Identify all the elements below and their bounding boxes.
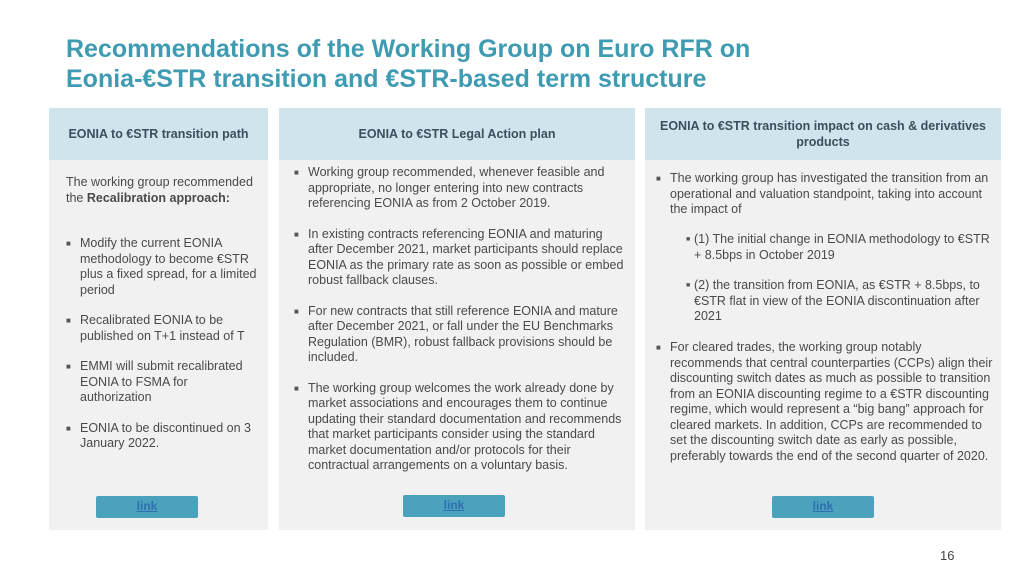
bullet-text: For cleared trades, the working group notably recommends that central counterparties (CCPs) align their discounting switch dates as much as possible to transition from an EONIA discounting regime to a €STR discounting regime, which would represent a “big bang” approach for cleared markets. In addition, CCPs are recommended to set the discounting switch date as early as possible, preferably towards the end of the second quarter of 2020. bbox=[670, 340, 993, 463]
bullet-text: Recalibrated EONIA to be published on T+1 instead of T bbox=[80, 313, 245, 343]
sub-bullet-text: (1) The initial change in EONIA methodology to €STR + 8.5bps in October 2019 bbox=[694, 232, 990, 262]
bullet-text: In existing contracts referencing EONIA and maturing after December 2021, market participants should replace EONIA as the primary rate as soon as possible or embed robust fallback clauses. bbox=[308, 226, 624, 287]
list-item bbox=[656, 340, 994, 464]
bullet-icon: ■ bbox=[294, 168, 299, 177]
bullet-icon: ■ bbox=[656, 343, 661, 352]
bullet-text: For new contracts that still reference EONIA and mature after December 2021, or fall under the EU Benchmarks Regulation (BMR), robust fallback provisions should be included. bbox=[308, 303, 618, 364]
column-header-transition-impact: EONIA to €STR transition impact on cash & derivatives products bbox=[645, 108, 1001, 160]
sub-bullet-icon: ■ bbox=[686, 236, 691, 243]
legal-bullets bbox=[294, 165, 628, 474]
column-transition-path bbox=[49, 108, 268, 530]
title-line-1: Recommendations of the Working Group on Euro RFR on bbox=[66, 35, 751, 63]
list-item bbox=[294, 227, 628, 289]
bullet-icon: ■ bbox=[294, 383, 299, 393]
link-button-transition-impact[interactable]: link bbox=[772, 496, 874, 518]
column-legal-action-plan bbox=[279, 108, 635, 530]
list-item bbox=[294, 381, 628, 474]
bullet-icon: ■ bbox=[66, 239, 71, 248]
intro-prefix: The working group recommended the bbox=[66, 175, 253, 205]
bullet-text: The working group welcomes the work already done by market associations and encourages them to continue updating their standard documentation and recommends that market participants consider using the standard market documentation and/or protocols for their contractual arrangements on a voluntary basis. bbox=[308, 380, 622, 472]
title-line-2: Eonia-€STR transition and €STR-based term structure bbox=[66, 65, 707, 93]
transition-bullets bbox=[66, 236, 262, 452]
list-item bbox=[294, 165, 628, 212]
bullet-text: Modify the current EONIA methodology to become €STR plus a fixed spread, for a limited period bbox=[80, 236, 257, 297]
sub-list-item bbox=[686, 232, 994, 263]
sub-bullet-text: (2) the transition from EONIA, as €STR + 8.5bps, to €STR flat in view of the EONIA discontinuation after 2021 bbox=[694, 278, 980, 323]
bullet-icon: ■ bbox=[656, 174, 661, 183]
list-item bbox=[66, 421, 262, 452]
impact-bullets bbox=[656, 171, 994, 218]
bullet-icon: ■ bbox=[66, 362, 71, 371]
intro-text bbox=[66, 175, 262, 206]
bullet-text: EONIA to be discontinued on 3 January 2022. bbox=[80, 420, 251, 450]
column-body-transition-path bbox=[49, 160, 268, 530]
link-button-legal-action-plan[interactable]: link bbox=[403, 495, 505, 517]
sub-list-item bbox=[686, 278, 994, 325]
impact-sub-bullets bbox=[686, 232, 994, 325]
bullet-icon: ■ bbox=[294, 306, 299, 316]
bullet-text: The working group has investigated the transition from an operational and valuation standpoint, taking into account the impact of bbox=[670, 171, 989, 216]
impact-bullets-2 bbox=[656, 340, 994, 464]
column-header-transition-path: EONIA to €STR transition path bbox=[49, 108, 268, 160]
bullet-text: EMMI will submit recalibrated EONIA to FSMA for authorization bbox=[80, 359, 243, 404]
list-item bbox=[66, 359, 262, 406]
sub-bullet-icon: ■ bbox=[686, 282, 691, 289]
bullet-icon: ■ bbox=[66, 316, 71, 325]
bullet-text: Working group recommended, whenever feasible and appropriate, no longer entering into new contracts referencing EONIA as from 2 October 2019. bbox=[308, 165, 605, 210]
page-number: 16 bbox=[940, 548, 955, 563]
slide-title bbox=[66, 34, 946, 94]
list-item bbox=[66, 313, 262, 344]
column-body-transition-impact bbox=[645, 160, 1001, 530]
bullet-icon: ■ bbox=[294, 229, 299, 239]
link-button-transition-path[interactable]: link bbox=[96, 496, 198, 518]
intro-bold: Recalibration approach: bbox=[86, 190, 230, 205]
list-item bbox=[294, 304, 628, 366]
column-transition-impact bbox=[645, 108, 1001, 530]
list-item bbox=[656, 171, 994, 218]
bullet-icon: ■ bbox=[66, 423, 71, 433]
column-header-legal-action-plan: EONIA to €STR Legal Action plan bbox=[279, 108, 635, 160]
list-item bbox=[66, 236, 262, 298]
column-body-legal-action-plan bbox=[279, 160, 635, 530]
